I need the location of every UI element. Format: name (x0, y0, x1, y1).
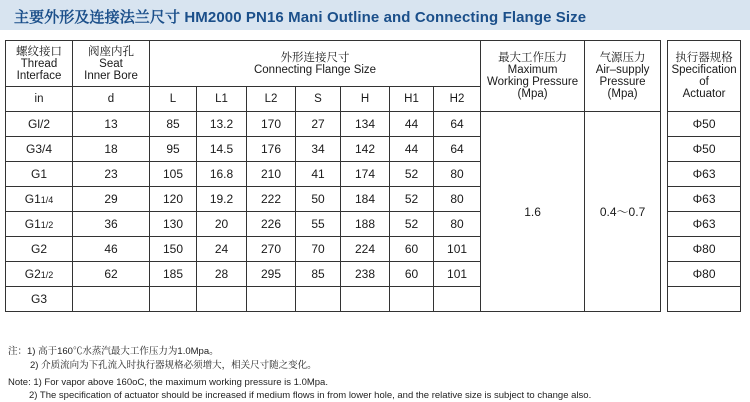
note-en-1: Note: 1) For vapor above 160oC, the maximum working pressure is 1.0Mpa. (8, 377, 328, 388)
page-title: 主要外形及连接法兰尺寸 HM2000 PN16 Mani Outline and Connecting Flange Size (14, 9, 587, 26)
cell-S: 85 (296, 262, 341, 287)
cell-L2 (247, 287, 296, 312)
cell-H2: 80 (434, 187, 481, 212)
cell-H2: 64 (434, 112, 481, 137)
cell-S: 34 (296, 137, 341, 162)
cell-L: 150 (150, 237, 197, 262)
actuator-cell: Φ50 (668, 112, 741, 137)
bore-cell: 46 (73, 237, 150, 262)
cell-H2: 64 (434, 137, 481, 162)
cell-H1: 60 (390, 262, 434, 287)
cell-H1 (390, 287, 434, 312)
cell-L1: 19.2 (197, 187, 247, 212)
cell-L1 (197, 287, 247, 312)
thread-cell: G11/4 (6, 187, 73, 212)
unit-d: d (73, 87, 150, 112)
cell-L: 95 (150, 137, 197, 162)
cell-L2: 270 (247, 237, 296, 262)
thread-cell: G11/2 (6, 212, 73, 237)
thread-cell: G1 (6, 162, 73, 187)
col-H: H (341, 87, 390, 112)
cell-L1: 20 (197, 212, 247, 237)
cell-L1: 13.2 (197, 112, 247, 137)
cell-H1: 44 (390, 137, 434, 162)
column-gap (661, 41, 668, 312)
bore-cell: 36 (73, 212, 150, 237)
unit-in: in (6, 87, 73, 112)
cell-S: 27 (296, 112, 341, 137)
col-S: S (296, 87, 341, 112)
actuator-cell: Φ50 (668, 137, 741, 162)
cell-H: 134 (341, 112, 390, 137)
cell-L: 105 (150, 162, 197, 187)
col-L1: L1 (197, 87, 247, 112)
cell-H: 238 (341, 262, 390, 287)
cell-L: 85 (150, 112, 197, 137)
cell-H1: 52 (390, 162, 434, 187)
cell-L1: 16.8 (197, 162, 247, 187)
cell-H2: 80 (434, 212, 481, 237)
thread-cell: G3/4 (6, 137, 73, 162)
note-cn-1: 注：1) 高于160℃水蒸汽最大工作压力为1.0Mpa。 (8, 346, 219, 357)
connecting-flange-size-header: 外形连接尺寸 Connecting Flange Size (150, 41, 481, 87)
cell-L2: 170 (247, 112, 296, 137)
bore-cell: 13 (73, 112, 150, 137)
col-H2: H2 (434, 87, 481, 112)
cell-L2: 226 (247, 212, 296, 237)
cell-H (341, 287, 390, 312)
cell-L2: 222 (247, 187, 296, 212)
cell-H2 (434, 287, 481, 312)
max-pressure-value: 1.6 (481, 112, 585, 312)
note-cn-2: 2) 介质流向为下孔流入时执行器规格必须增大，相关尺寸随之变化。 (30, 360, 317, 371)
actuator-cell (668, 287, 741, 312)
cell-H: 184 (341, 187, 390, 212)
cell-L: 185 (150, 262, 197, 287)
actuator-cell: Φ80 (668, 262, 741, 287)
actuator-spec-header: 执行器规格 Specification of Actuator (668, 41, 741, 112)
cell-S: 55 (296, 212, 341, 237)
col-H1: H1 (390, 87, 434, 112)
actuator-cell: Φ63 (668, 162, 741, 187)
thread-cell: G21/2 (6, 262, 73, 287)
col-L: L (150, 87, 197, 112)
thread-interface-header: 螺纹接口 Thread Interface (6, 41, 73, 87)
thread-cell: G3 (6, 287, 73, 312)
cell-H2: 80 (434, 162, 481, 187)
bore-cell: 18 (73, 137, 150, 162)
cell-S: 50 (296, 187, 341, 212)
thread-cell: Gl/2 (6, 112, 73, 137)
cell-H: 142 (341, 137, 390, 162)
title-bar (0, 0, 750, 30)
cell-H1: 60 (390, 237, 434, 262)
col-L2: L2 (247, 87, 296, 112)
cell-L2: 176 (247, 137, 296, 162)
cell-H2: 101 (434, 262, 481, 287)
cell-H1: 52 (390, 212, 434, 237)
table-row (6, 112, 741, 137)
cell-L2: 295 (247, 262, 296, 287)
bore-cell: 23 (73, 162, 150, 187)
air-pressure-value: 0.4～0.7 (585, 112, 661, 312)
bore-cell: 62 (73, 262, 150, 287)
max-working-pressure-header: 最大工作压力 Maximum Working Pressure (Mpa) (481, 41, 585, 112)
cell-H1: 52 (390, 187, 434, 212)
cell-H: 188 (341, 212, 390, 237)
cell-L1: 28 (197, 262, 247, 287)
cell-L: 120 (150, 187, 197, 212)
cell-L: 130 (150, 212, 197, 237)
cell-S: 41 (296, 162, 341, 187)
cell-L1: 14.5 (197, 137, 247, 162)
seat-inner-bore-header: 阀座内孔 Seat Inner Bore (73, 41, 150, 87)
cell-L (150, 287, 197, 312)
cell-H: 174 (341, 162, 390, 187)
cell-L1: 24 (197, 237, 247, 262)
bore-cell: 29 (73, 187, 150, 212)
flange-size-table (5, 40, 741, 312)
cell-L2: 210 (247, 162, 296, 187)
cell-H: 224 (341, 237, 390, 262)
actuator-cell: Φ63 (668, 187, 741, 212)
actuator-cell: Φ80 (668, 237, 741, 262)
thread-cell: G2 (6, 237, 73, 262)
actuator-cell: Φ63 (668, 212, 741, 237)
note-en-2: 2) The specification of actuator should be increased if medium flows in from lower hole, and the relative size is subject to change also. (29, 390, 592, 401)
cell-S: 70 (296, 237, 341, 262)
bore-cell (73, 287, 150, 312)
cell-H1: 44 (390, 112, 434, 137)
cell-H2: 101 (434, 237, 481, 262)
cell-S (296, 287, 341, 312)
air-supply-pressure-header: 气源压力 Air–supply Pressure (Mpa) (585, 41, 661, 112)
